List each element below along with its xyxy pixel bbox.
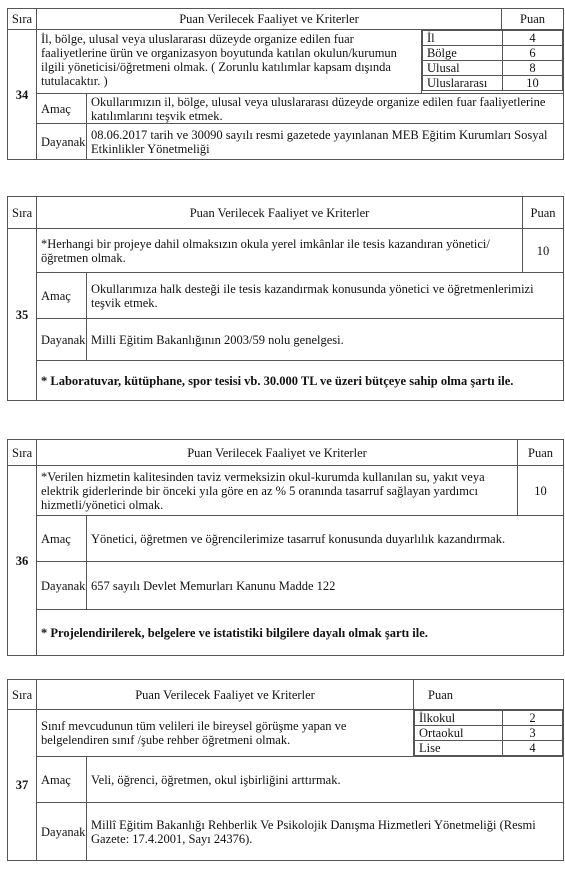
- table-header: [8, 680, 564, 710]
- level-row: [422, 76, 562, 91]
- dayanak-label: Dayanak: [37, 124, 87, 160]
- dayanak-label: Dayanak: [37, 562, 87, 610]
- amac-label: Amaç: [37, 757, 87, 803]
- amac-text: Veli, öğrenci, öğretmen, okul işbirliğini arttırmak.: [87, 757, 564, 803]
- amac-label: Amaç: [37, 273, 87, 319]
- level-label: Lise: [415, 741, 503, 756]
- row-number: 35: [8, 229, 37, 401]
- table-header: [8, 440, 564, 466]
- condition-note: * Projelendirilerek, belgelere ve istatistiki bilgilere dayalı olmak şartı ile.: [37, 610, 564, 656]
- criteria-table-36: [7, 439, 564, 656]
- level-label: Uluslararası: [422, 76, 502, 91]
- row-number: 37: [8, 710, 37, 861]
- amac-text: Yönetici, öğretmen ve öğrencilerimize tasarruf konusunda duyarlılık kazandırmak.: [87, 516, 564, 562]
- header-puan: Puan: [518, 440, 564, 466]
- amac-label: Amaç: [37, 516, 87, 562]
- level-row: [415, 741, 563, 756]
- criteria-table-34: [7, 8, 564, 160]
- amac-label: Amaç: [37, 94, 87, 124]
- level-row: [422, 61, 562, 76]
- criteria-description: *Verilen hizmetin kalitesinden taviz vermeksizin okul-kurumda kullanılan su, yakıt veya elektrik giderlerinde bir önceki yıla göre en az % 5 oranında tasarruf sağlayan yardımcı hizmetli/yönetici olmak.: [37, 466, 518, 516]
- level-value: 10: [502, 76, 562, 91]
- table-header: [8, 9, 564, 30]
- header-kriter: Puan Verilecek Faaliyet ve Kriterler: [37, 197, 523, 229]
- row-number: 36: [8, 466, 37, 656]
- header-sira: Sıra: [8, 680, 37, 710]
- level-label: İlkokul: [415, 711, 503, 726]
- header-sira: Sıra: [8, 440, 37, 466]
- level-label: Ortaokul: [415, 726, 503, 741]
- header-kriter: Puan Verilecek Faaliyet ve Kriterler: [37, 9, 502, 30]
- header-puan: Puan: [502, 9, 564, 30]
- level-row: [422, 31, 562, 46]
- header-kriter: Puan Verilecek Faaliyet ve Kriterler: [37, 680, 414, 710]
- header-kriter: Puan Verilecek Faaliyet ve Kriterler: [37, 440, 518, 466]
- dayanak-label: Dayanak: [37, 803, 87, 861]
- condition-note: * Laboratuvar, kütüphane, spor tesisi vb. 30.000 TL ve üzeri bütçeye sahip olma şartı ile.: [37, 361, 564, 401]
- dayanak-text: Milli Eğitim Bakanlığının 2003/59 nolu genelgesi.: [87, 319, 564, 361]
- header-sira: Sıra: [8, 197, 37, 229]
- level-value: 8: [502, 61, 562, 76]
- criteria-description: *Herhangi bir projeye dahil olmaksızın okula yerel imkânlar ile tesis kazandıran yönetici/öğretmen olmak.: [37, 229, 523, 273]
- amac-text: Okullarımızın il, bölge, ulusal veya uluslararası düzeyde organize edilen fuar faaliyetlerine katılımlarını teşvik etmek.: [87, 94, 564, 124]
- table-header: [8, 197, 564, 229]
- dayanak-label: Dayanak: [37, 319, 87, 361]
- header-puan: Puan: [414, 680, 564, 710]
- level-value: 3: [503, 726, 563, 741]
- criteria-table-37: [7, 679, 564, 861]
- dayanak-text: 08.06.2017 tarih ve 30090 sayılı resmi gazetede yayınlanan MEB Eğitim Kurumları Sosyal Etkinlikler Yönetmeliği: [87, 124, 564, 160]
- amac-text: Okullarımıza halk desteği ile tesis kazandırmak konusunda yönetici ve öğretmenlerimizi teşvik etmek.: [87, 273, 564, 319]
- level-value: 6: [502, 46, 562, 61]
- header-sira: Sıra: [8, 9, 37, 30]
- level-value: 4: [502, 31, 562, 46]
- level-value: 2: [503, 711, 563, 726]
- header-puan: Puan: [523, 197, 564, 229]
- criteria-description: İl, bölge, ulusal veya uluslararası düzeyde organize edilen fuar faaliyetlerine ürün ve organizasyon boyutunda katılan okulun/kurumun ilgili yöneticisi/öğretmeni olmak. ( Zorunlu katılımlar kapsam dışında tutulacaktır. ): [37, 30, 422, 94]
- dayanak-text: 657 sayılı Devlet Memurları Kanunu Madde 122: [87, 562, 564, 610]
- criteria-table-35: [7, 196, 564, 401]
- level-label: Bölge: [422, 46, 502, 61]
- level-score-table: [421, 30, 563, 94]
- level-label: Ulusal: [422, 61, 502, 76]
- level-row: [415, 711, 563, 726]
- level-row: [422, 46, 562, 61]
- dayanak-text: Millî Eğitim Bakanlığı Rehberlik Ve Psikolojik Danışma Hizmetleri Yönetmeliği (Resmi Gazete: 17.4.2001, Sayı 24376).: [87, 803, 564, 861]
- puan-value: 10: [518, 466, 564, 516]
- level-value: 4: [503, 741, 563, 756]
- level-score-table: [414, 710, 564, 757]
- row-number: 34: [8, 30, 37, 160]
- level-label: İl: [422, 31, 502, 46]
- criteria-description: Sınıf mevcudunun tüm velileri ile bireysel görüşme yapan ve belgelendiren sınıf /şube rehber öğretmeni olmak.: [37, 710, 414, 757]
- level-row: [415, 726, 563, 741]
- puan-value: 10: [523, 229, 564, 273]
